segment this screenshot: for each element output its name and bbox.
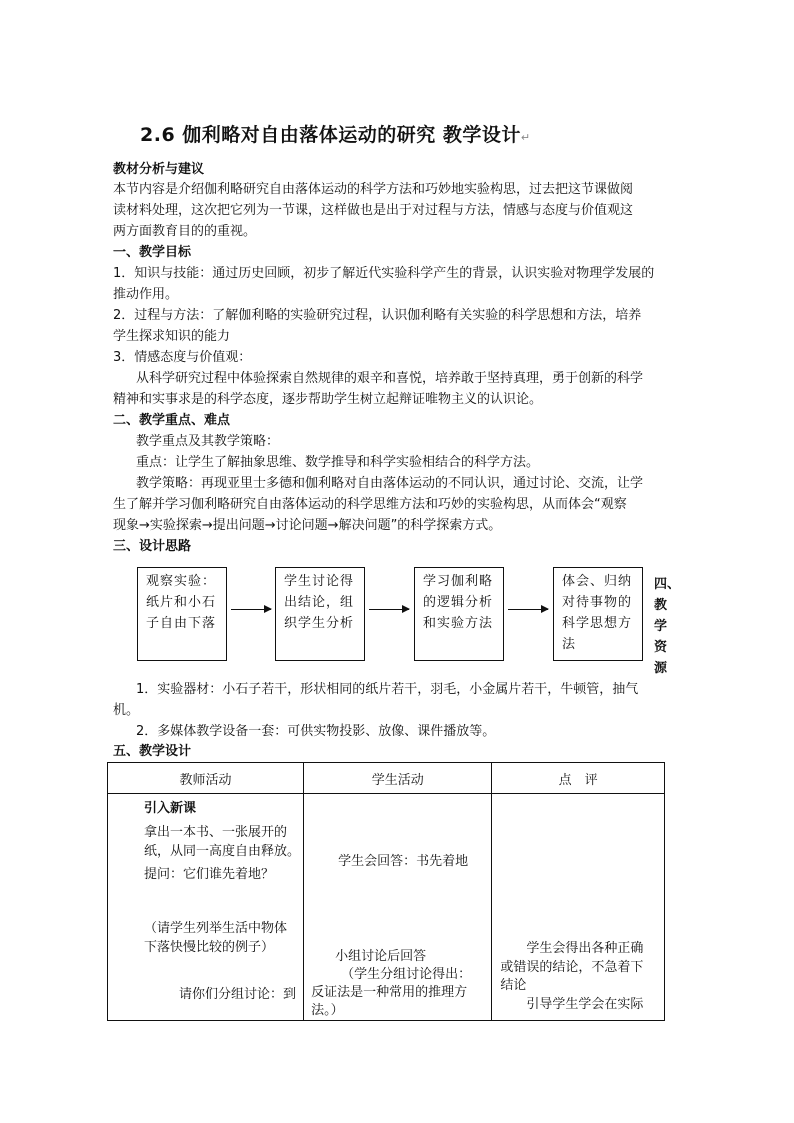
flow-arrow-1-icon xyxy=(231,609,271,610)
comment-line-4: 引导学生学会在实际 xyxy=(526,997,644,1012)
teaching-design-heading: 五、教学设计 xyxy=(113,744,192,759)
analysis-heading: 教材分析与建议 xyxy=(113,162,205,177)
flow-arrow-2-icon xyxy=(369,609,409,610)
key-points-line-1: 教学重点及其教学策略： xyxy=(136,434,280,449)
table-row xyxy=(108,794,665,1021)
student-line-2: 小组讨论后回答 xyxy=(335,949,427,964)
teacher-line-6: 下落快慢比较的例子） xyxy=(144,940,275,955)
table-header-row xyxy=(108,763,665,794)
resources-line-3: 2．多媒体教学设备一套：可供实物投影、放像、课件播放等。 xyxy=(136,724,496,739)
goals-line-1: 1．知识与技能：通过历史回顾，初步了解近代实验科学产生的背景，认识实验对物理学发展的 xyxy=(113,266,655,281)
teacher-line-3: 纸，从同一高度自由释放。 xyxy=(144,844,301,859)
key-points-line-4: 生了解并学习伽利略研究自由落体运动的科学思维方法和巧妙的实验构思，从而体会“观察 xyxy=(113,497,627,512)
key-points-line-2: 重点：让学生了解抽象思维、数学推导和科学实验相结合的科学方法。 xyxy=(136,455,540,470)
teaching-design-table xyxy=(107,762,665,1021)
goals-line-7: 精神和实事求是的科学态度，逐步帮助学生树立起辩证唯物主义的认识论。 xyxy=(113,392,543,407)
teacher-line-5: （请学生列举生活中物体 xyxy=(144,921,288,936)
document-title-text: 2.6 伽利略对自由落体运动的研究 教学设计 xyxy=(140,124,521,146)
analysis-line-3: 两方面教育目的的重视。 xyxy=(113,224,257,239)
analysis-line-1: 本节内容是介绍伽利略研究自由落体运动的科学方法和巧妙地实验构思，过去把这节课做阅 xyxy=(113,182,634,197)
teacher-line-7: 请你们分组讨论：到 xyxy=(179,987,297,1002)
student-activity-cell xyxy=(304,794,492,1021)
comment-line-1: 学生会得出各种正确 xyxy=(526,941,644,956)
teacher-line-4: 提问：它们谁先着地？ xyxy=(144,867,275,882)
key-points-heading: 二、教学重点、难点 xyxy=(113,413,231,428)
flow-step-1: 观察实验：纸片和小石子自由下落 xyxy=(137,567,227,661)
resources-line-2: 机。 xyxy=(113,703,140,718)
paragraph-mark-icon: ↵ xyxy=(520,131,531,144)
flow-step-2: 学生讨论得出结论，组织学生分析 xyxy=(275,567,365,661)
student-line-1: 学生会回答：书先着地 xyxy=(338,854,469,869)
column-header-comment: 点 评 xyxy=(492,763,665,794)
resources-line-1: 1．实验器材：小石子若干，形状相同的纸片若干，羽毛，小金属片若干，牛顿管，抽气 xyxy=(136,682,639,697)
goals-line-5: 3．情感态度与价值观： xyxy=(113,350,252,365)
comment-line-3: 结论 xyxy=(500,978,527,993)
goals-line-2: 推动作用。 xyxy=(113,287,179,302)
analysis-line-2: 读材料处理，这次把它列为一节课，这样做也是出于对过程与方法，情感与态度与价值观这 xyxy=(113,203,634,218)
teacher-activity-cell xyxy=(108,794,304,1021)
key-points-line-5: 现象→实验探索→提出问题→讨论问题→解决问题”的科学探索方式。 xyxy=(113,518,502,533)
column-header-teacher: 教师活动 xyxy=(108,763,304,794)
goals-line-3: 2．过程与方法：了解伽利略的实验研究过程，认识伽利略有关实验的科学思想和方法，培养 xyxy=(113,308,642,323)
comment-line-2: 或错误的结论，不急着下 xyxy=(500,960,644,975)
student-line-5: 法。） xyxy=(311,1003,344,1018)
goals-line-4: 学生探求知识的能力 xyxy=(113,329,231,344)
document-title xyxy=(140,120,531,147)
student-line-4: 反证法是一种常用的推理方 xyxy=(311,985,468,1000)
comment-cell xyxy=(492,794,665,1021)
column-header-student: 学生活动 xyxy=(304,763,492,794)
design-idea-heading: 三、设计思路 xyxy=(113,539,192,554)
goals-line-6: 从科学研究过程中体验探索自然规律的艰辛和喜悦，培养敢于坚持真理，勇于创新的科学 xyxy=(136,371,644,386)
teacher-line-2: 拿出一本书、一张展开的 xyxy=(144,825,288,840)
key-points-line-3: 教学策略：再现亚里士多德和伽利略对自由落体运动的不同认识，通过讨论、交流，让学 xyxy=(136,476,644,491)
student-line-3: （学生分组讨论得出： xyxy=(341,967,472,982)
flow-arrow-3-icon xyxy=(508,609,548,610)
flow-step-3: 学习伽利略的逻辑分析和实验方法 xyxy=(414,567,504,661)
resources-heading: 四、教学资源 xyxy=(654,577,681,676)
flow-step-4: 体会、归纳对待事物的科学思想方法 xyxy=(553,567,643,661)
goals-heading: 一、教学目标 xyxy=(113,245,192,260)
teacher-line-1: 引入新课 xyxy=(144,801,197,816)
